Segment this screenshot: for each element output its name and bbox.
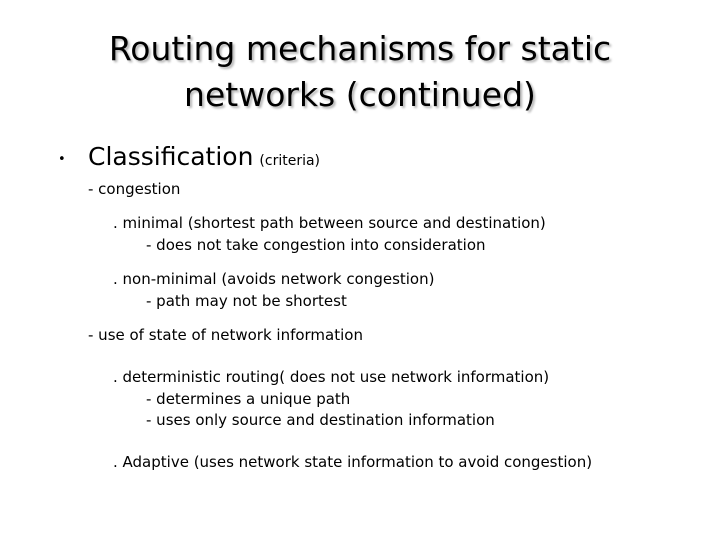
- item-deterministic-detail-1: - determines a unique path: [146, 390, 351, 408]
- heading-note: (criteria): [259, 153, 321, 169]
- item-minimal: . minimal (shortest path between source and destination): [113, 214, 546, 232]
- item-deterministic-detail-2: - uses only source and destination information: [146, 411, 495, 429]
- classification-heading: [88, 142, 320, 171]
- item-non-minimal: . non-minimal (avoids network congestion): [113, 270, 435, 288]
- item-minimal-detail: - does not take congestion into consideration: [146, 236, 486, 254]
- slide-title-line-2: networks (continued): [184, 75, 536, 114]
- item-state-info: - use of state of network information: [88, 326, 363, 344]
- item-congestion: - congestion: [88, 180, 181, 198]
- item-non-minimal-detail: - path may not be shortest: [146, 292, 347, 310]
- slide-title-line-1: Routing mechanisms for static: [108, 29, 612, 68]
- heading-text: Classification: [88, 142, 254, 171]
- slide-title: [0, 26, 720, 118]
- item-deterministic: . deterministic routing( does not use network information): [113, 368, 550, 386]
- bullet-icon: •: [58, 152, 66, 167]
- item-adaptive: . Adaptive (uses network state information to avoid congestion): [113, 453, 593, 471]
